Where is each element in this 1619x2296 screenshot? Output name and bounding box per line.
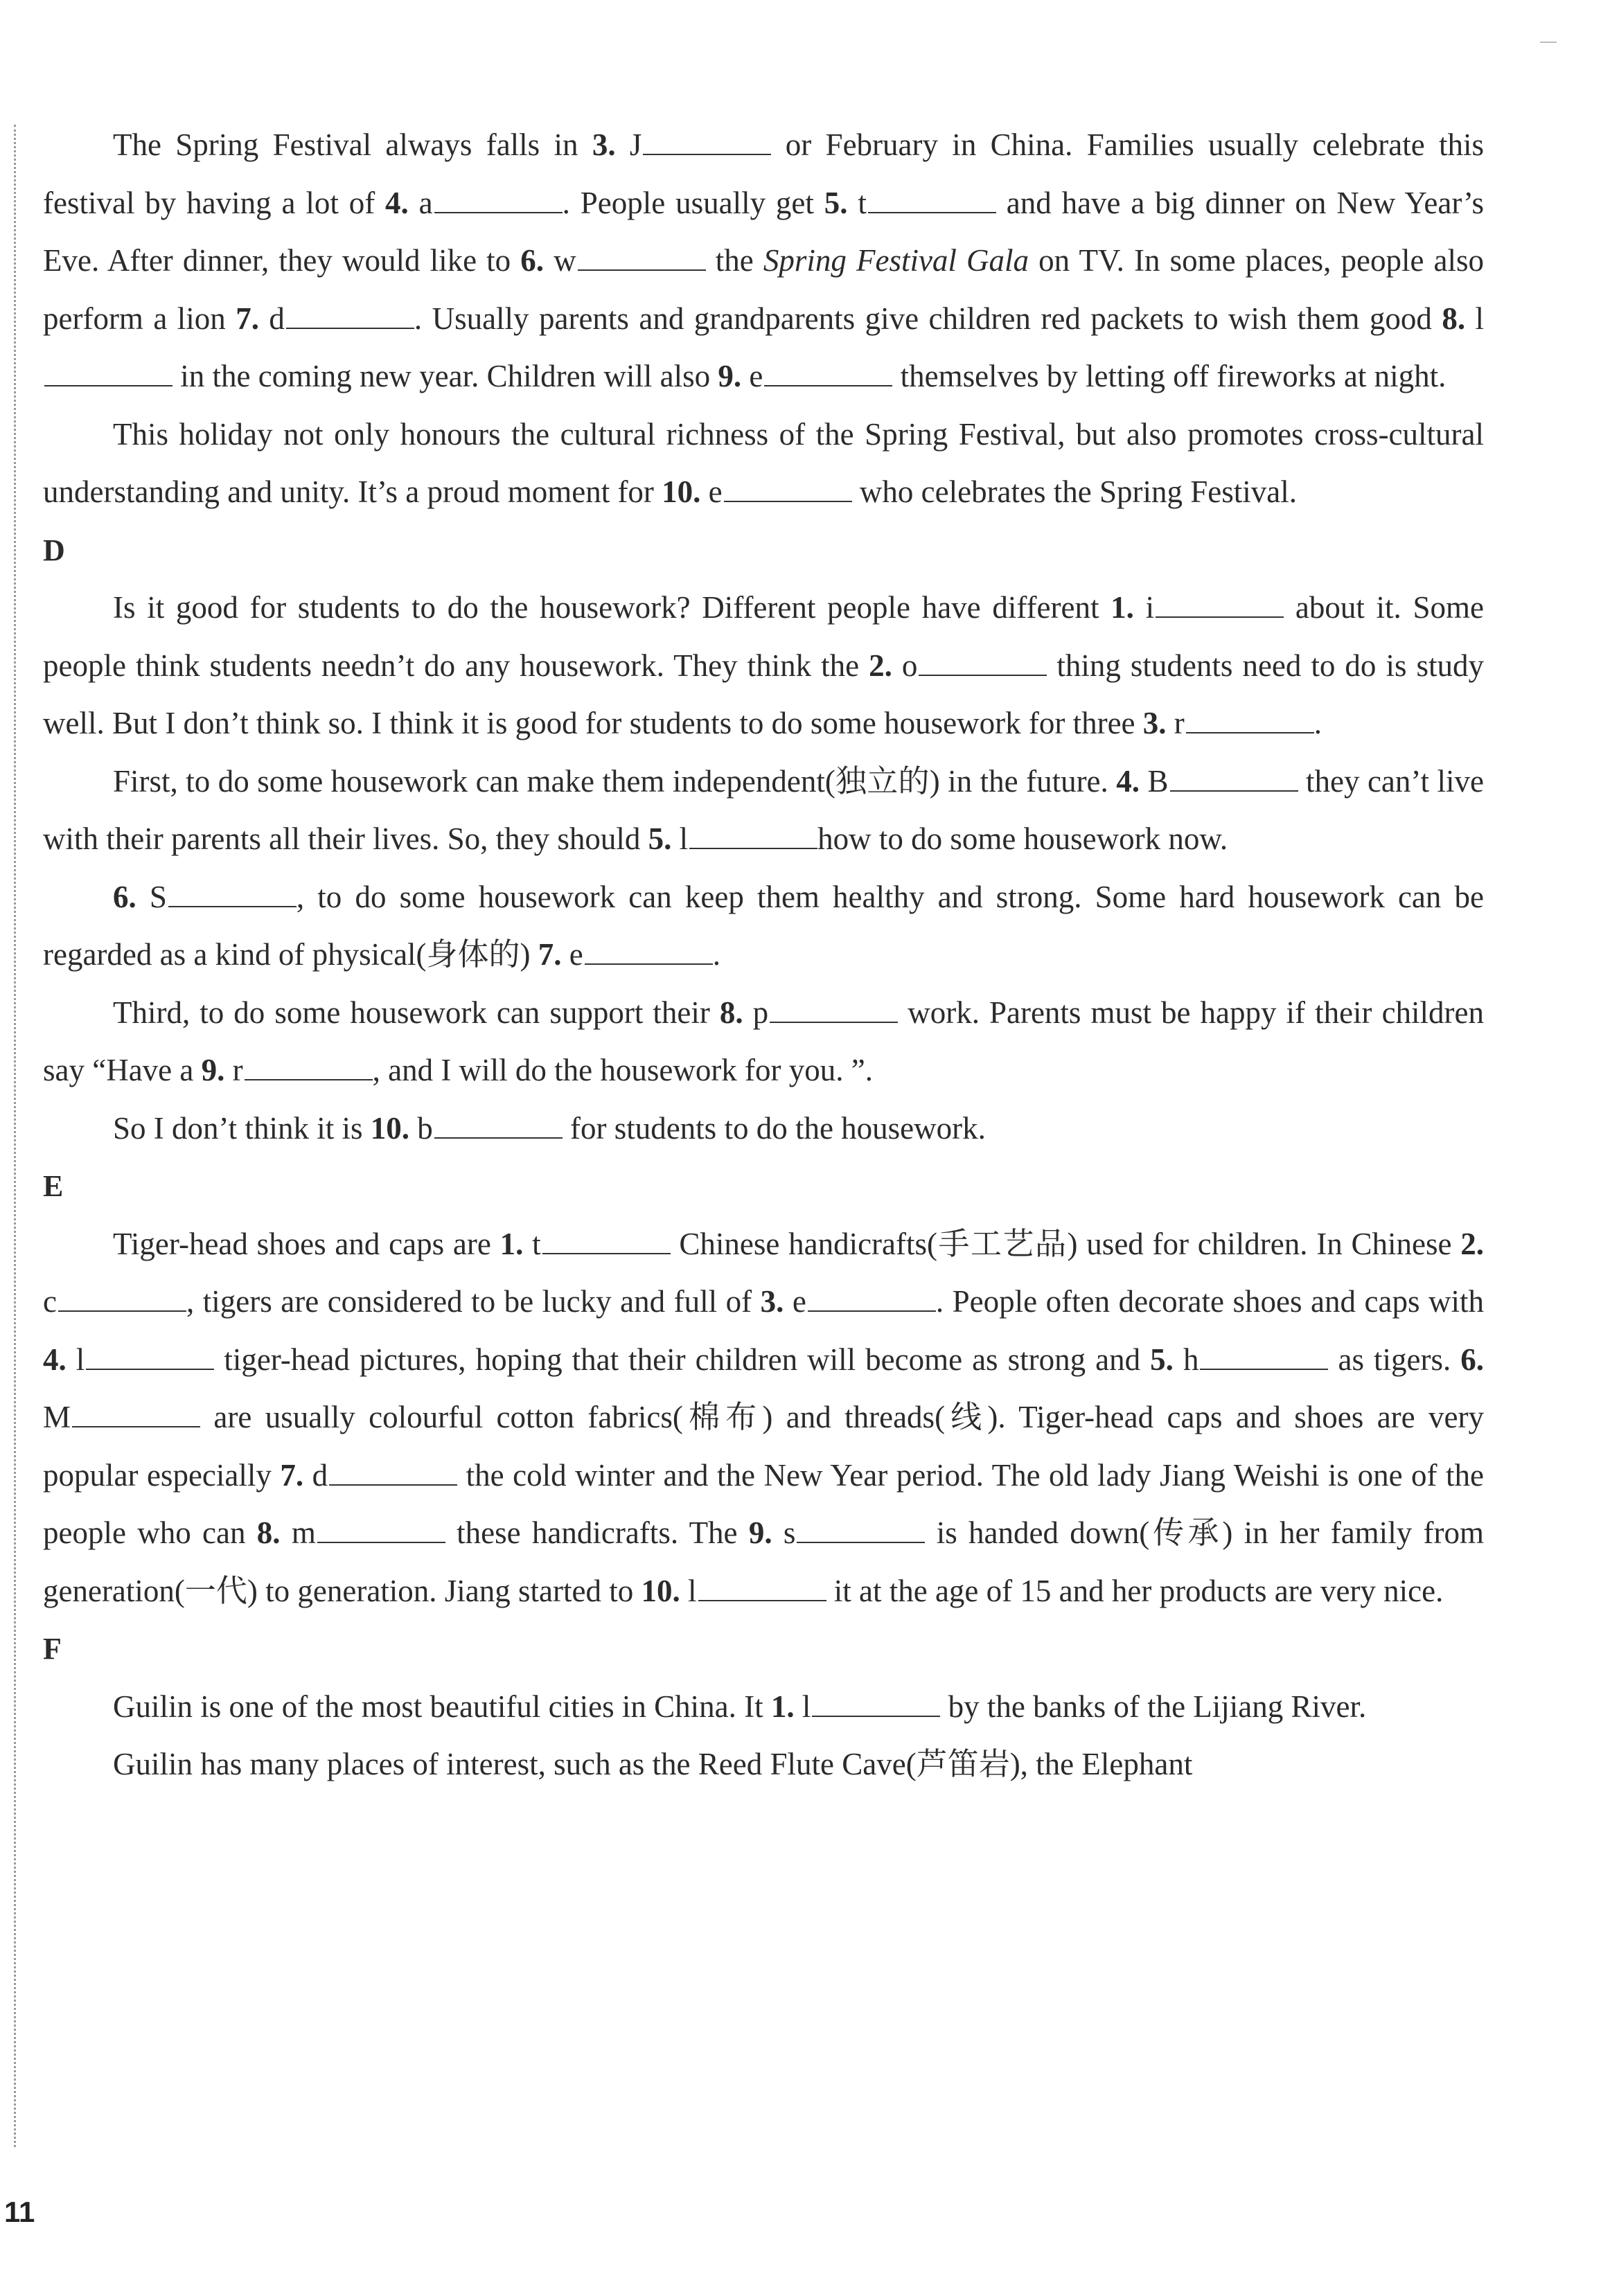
answer-blank[interactable]: [1170, 763, 1298, 792]
answer-blank[interactable]: [698, 1572, 826, 1601]
item-number: 10.: [641, 1573, 680, 1608]
blank-initial: r: [224, 1053, 243, 1087]
text-run: about it. Some people think students needn’t do any housework. They think the: [43, 590, 1484, 683]
text-run: Tiger-head shoes and caps are: [113, 1226, 500, 1261]
text-run: , and I will do the housework for you. ”.: [372, 1053, 873, 1087]
item-number: 7.: [236, 301, 259, 336]
blank-initial: l: [680, 1573, 697, 1608]
text-run: Guilin is one of the most beautiful cities in China. It: [113, 1689, 771, 1724]
text-run: work. Parents must be happy if their children say “Have a: [43, 995, 1485, 1087]
paragraph: [43, 984, 1484, 1100]
text-run: it at the age of 15 and her products are very nice.: [826, 1573, 1444, 1608]
text-run: Is it good for students to do the housework? Different people have different: [113, 590, 1111, 625]
answer-blank[interactable]: [1200, 1341, 1328, 1370]
text-run: So I don’t think it is: [113, 1110, 371, 1146]
text-run: are usually colourful cotton fabrics(棉布) and threads(线). Tiger-head caps and shoes are very popular especially: [43, 1400, 1484, 1493]
text-run: is handed down(传承) in her family from generation(一代) to generation. Jiang started to: [43, 1515, 1484, 1608]
section-heading-e: E: [43, 1169, 64, 1203]
blank-initial: S: [136, 879, 167, 914]
text-run: and have a big dinner on New Year’s Eve. After dinner, they would like to: [43, 185, 1485, 278]
paragraph: [43, 1216, 1484, 1621]
answer-blank[interactable]: [585, 936, 713, 965]
item-number: 4.: [1116, 763, 1140, 799]
answer-blank[interactable]: [286, 300, 414, 329]
text-run: This holiday not only honours the cultural richness of the Spring Festival, but also promotes cross-cultural understanding and unity. It’s a proud moment for: [43, 416, 1484, 509]
answer-blank[interactable]: [44, 357, 172, 386]
text-run: the cold winter and the New Year period. The old lady Jiang Weishi is one of the people who can: [43, 1457, 1485, 1550]
answer-blank[interactable]: [434, 184, 563, 213]
answer-blank[interactable]: [542, 1225, 671, 1254]
blank-initial: d: [258, 301, 285, 336]
answer-blank[interactable]: [58, 1283, 186, 1312]
paragraph: [43, 1736, 1484, 1794]
answer-blank[interactable]: [72, 1398, 200, 1427]
text-run: the: [705, 243, 763, 278]
item-number: 7.: [538, 937, 562, 972]
item-number: 3.: [592, 127, 616, 162]
item-number: 3.: [760, 1284, 784, 1319]
text-run: tiger-head pictures, hoping that their children will become as strong and: [214, 1342, 1151, 1377]
item-number: 4.: [385, 185, 409, 220]
answer-blank[interactable]: [764, 357, 892, 386]
text-run: Chinese handicrafts(手工艺品) used for children. In Chinese: [670, 1226, 1461, 1261]
item-number: 3.: [1142, 706, 1167, 740]
blank-initial: c: [43, 1284, 57, 1319]
item-number: 1.: [499, 1226, 524, 1261]
item-number: 2.: [869, 648, 892, 683]
paragraph: [43, 116, 1484, 406]
text-run: how to do some housework now.: [817, 821, 1228, 856]
paragraph: [43, 406, 1484, 522]
answer-blank[interactable]: [245, 1051, 373, 1080]
blank-initial: e: [741, 359, 763, 393]
answer-blank[interactable]: [168, 878, 297, 907]
blank-initial: e: [700, 474, 723, 509]
binding-margin-line: [14, 125, 16, 2147]
blank-initial: t: [847, 185, 867, 220]
section-heading-f: F: [43, 1632, 62, 1666]
blank-initial: t: [523, 1226, 541, 1261]
item-number: 5.: [1150, 1342, 1174, 1377]
answer-blank[interactable]: [434, 1110, 563, 1139]
answer-blank[interactable]: [868, 184, 996, 213]
blank-initial: l: [66, 1342, 85, 1377]
answer-blank[interactable]: [329, 1457, 457, 1486]
blank-initial: h: [1173, 1342, 1199, 1377]
item-number: 1.: [1111, 590, 1134, 625]
text-run: , to do some housework can keep them healthy and strong. Some hard housework can be regarded as a kind of physical(身体的): [43, 879, 1485, 972]
blank-initial: s: [772, 1515, 796, 1550]
text-run: . People usually get: [562, 185, 824, 220]
text-run: for students to do the housework.: [562, 1110, 986, 1146]
item-number: 5.: [824, 185, 848, 220]
text-run: in the coming new year. Children will also: [172, 359, 718, 393]
text-run: they can’t live with their parents all their lives. So, they should: [43, 763, 1485, 856]
paragraph: [43, 579, 1484, 753]
item-number: 8.: [1442, 301, 1466, 336]
blank-initial: a: [408, 185, 433, 220]
page-number: 11: [4, 2196, 35, 2228]
text-run: .: [1313, 706, 1322, 740]
text-run: by the banks of the Lijiang River.: [940, 1689, 1367, 1724]
item-number: 5.: [648, 821, 672, 856]
blank-initial: p: [743, 995, 769, 1030]
text-run: Third, to do some housework can support their: [113, 995, 720, 1030]
blank-initial: o: [892, 648, 918, 683]
answer-blank[interactable]: [812, 1688, 940, 1717]
blank-initial: l: [794, 1689, 811, 1724]
blank-initial: i: [1133, 590, 1155, 625]
worksheet-body: [43, 116, 1484, 1794]
section-heading-d: D: [43, 533, 65, 567]
item-number: 9.: [748, 1515, 772, 1550]
text-run: Guilin has many places of interest, such as the Reed Flute Cave(芦笛岩), the Elephant: [113, 1747, 1193, 1781]
item-number: 9.: [718, 359, 742, 393]
italic-title: Spring Festival Gala: [763, 243, 1029, 278]
item-number: 6.: [520, 243, 545, 278]
text-run: , tigers are considered to be lucky and full of: [186, 1284, 761, 1319]
answer-blank[interactable]: [1186, 704, 1314, 733]
blank-initial: w: [544, 243, 576, 278]
answer-blank[interactable]: [797, 1514, 925, 1543]
answer-blank[interactable]: [643, 126, 771, 155]
corner-mark: [1540, 42, 1557, 43]
paragraph: [43, 753, 1484, 869]
answer-blank[interactable]: [86, 1341, 214, 1370]
answer-blank[interactable]: [808, 1283, 936, 1312]
text-run: .: [712, 937, 721, 972]
text-run: who celebrates the Spring Festival.: [851, 474, 1298, 509]
blank-initial: B: [1140, 763, 1169, 799]
answer-blank[interactable]: [578, 242, 706, 271]
item-number: 1.: [770, 1689, 795, 1724]
paragraph: [43, 869, 1484, 984]
item-number: 6.: [1460, 1342, 1485, 1377]
answer-blank[interactable]: [317, 1514, 445, 1543]
item-number: 9.: [201, 1053, 225, 1087]
blank-initial: e: [784, 1284, 806, 1319]
answer-blank[interactable]: [1156, 589, 1284, 618]
paragraph: [43, 1678, 1484, 1736]
text-run: . Usually parents and grandparents give children red packets to wish them good: [414, 301, 1442, 336]
paragraph: [43, 1100, 1484, 1158]
text-run: The Spring Festival always falls in: [113, 127, 592, 162]
blank-initial: l: [671, 821, 689, 856]
item-number: 6.: [113, 879, 136, 914]
text-run: as tigers.: [1328, 1342, 1461, 1377]
answer-blank[interactable]: [689, 820, 817, 849]
blank-initial: r: [1166, 706, 1185, 740]
answer-blank[interactable]: [919, 647, 1047, 676]
blank-initial: d: [303, 1457, 328, 1493]
text-run: . People often decorate shoes and caps with: [935, 1284, 1485, 1319]
item-number: 10.: [370, 1110, 409, 1146]
text-run: thing students need to do is study well. But I don’t think so. I think it is good for students to do some housework for three: [43, 648, 1484, 740]
blank-initial: l: [1465, 301, 1485, 336]
blank-initial: J: [615, 127, 642, 162]
item-number: 8.: [719, 995, 743, 1030]
item-number: 4.: [43, 1342, 67, 1377]
text-run: or February in China. Families usually celebrate this festival by having a lot of: [43, 127, 1485, 220]
blank-initial: M: [43, 1400, 71, 1434]
blank-initial: e: [561, 937, 583, 972]
item-number: 2.: [1460, 1226, 1484, 1261]
blank-initial: b: [409, 1110, 433, 1146]
item-number: 7.: [280, 1457, 304, 1493]
item-number: 8.: [256, 1515, 281, 1550]
blank-initial: m: [280, 1515, 316, 1550]
answer-blank[interactable]: [724, 473, 852, 502]
text-run: on TV. In some places, people also perform a lion: [43, 243, 1485, 336]
text-run: First, to do some housework can make them independent(独立的) in the future.: [113, 763, 1117, 799]
text-run: themselves by letting off fireworks at night.: [892, 359, 1447, 393]
item-number: 10.: [662, 474, 701, 509]
text-run: these handicrafts. The: [445, 1515, 749, 1550]
answer-blank[interactable]: [770, 994, 898, 1023]
